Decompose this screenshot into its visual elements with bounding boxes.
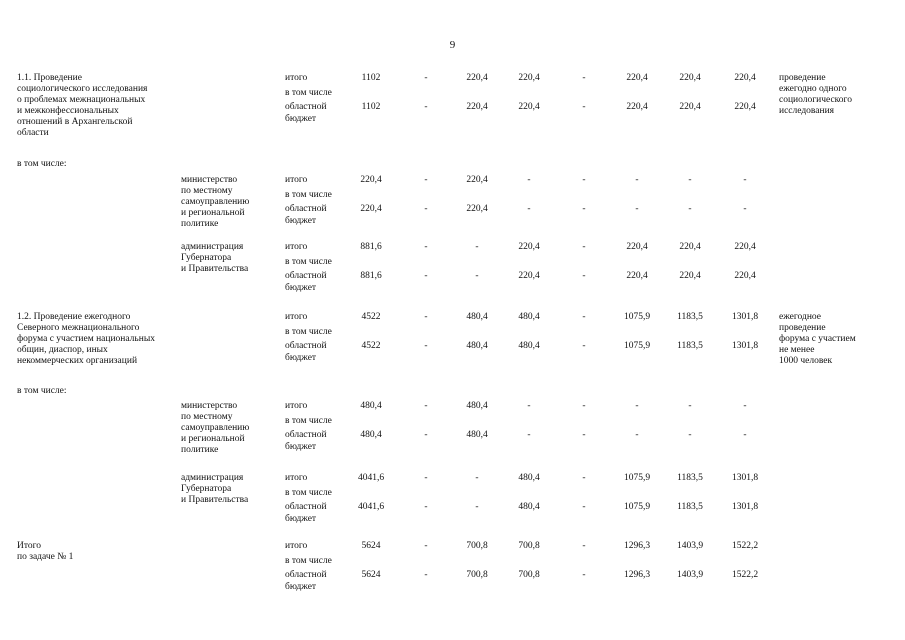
row-result-line: проведение (779, 73, 826, 83)
value-itogo: 220,4 (734, 73, 756, 83)
row-executor-line: и региональной (181, 434, 245, 444)
row-executor-line: самоуправлению (181, 423, 250, 433)
source-label-v-tom-chisle: в том числе (285, 416, 332, 426)
value-oblast: 220,4 (626, 102, 648, 112)
source-label-byudzhet: бюджет (285, 514, 317, 524)
section-note: в том числе: (17, 159, 67, 169)
source-label-itogo: итого (285, 175, 308, 185)
value-oblast: - (635, 204, 639, 214)
value-oblast: 220,4 (679, 271, 701, 281)
row-title-line: 1.1. Проведение (17, 73, 82, 83)
row-executor-line: и Правительства (181, 264, 249, 274)
row-title-line: Итого (17, 541, 42, 551)
row-executor-line: Губернатора (181, 253, 232, 263)
row-title (17, 541, 187, 563)
value-itogo: - (424, 541, 428, 551)
source-label-itogo: итого (285, 73, 308, 83)
value-oblast: - (582, 102, 586, 112)
value-oblast: 220,4 (734, 102, 756, 112)
source-label-itogo: итого (285, 541, 308, 551)
value-oblast: - (582, 430, 586, 440)
value-itogo: - (527, 401, 531, 411)
value-itogo: 480,4 (518, 312, 540, 322)
row-title-line: общин, диаспор, иных (17, 345, 108, 355)
value-oblast: 220,4 (466, 204, 488, 214)
source-label-oblastnoy: областной (285, 204, 327, 214)
value-oblast: 220,4 (518, 271, 540, 281)
value-itogo: 700,8 (466, 541, 488, 551)
value-itogo: 220,4 (734, 242, 756, 252)
value-itogo: - (424, 175, 428, 185)
value-oblast: 1522,2 (731, 570, 759, 580)
source-label-itogo: итого (285, 473, 308, 483)
source-label-oblastnoy: областной (285, 570, 327, 580)
value-oblast: 1301,8 (731, 341, 759, 351)
value-oblast: 220,4 (679, 102, 701, 112)
source-label-oblastnoy: областной (285, 430, 327, 440)
value-itogo: 1183,5 (677, 473, 703, 483)
row-executor-line: по местному (181, 412, 233, 422)
source-label-v-tom-chisle: в том числе (285, 88, 332, 98)
row-title-line: области (17, 128, 49, 138)
value-itogo: - (582, 312, 586, 322)
value-oblast: - (582, 204, 586, 214)
row-executor-line: министерство (181, 175, 238, 185)
row-executor-line: министерство (181, 401, 238, 411)
value-itogo: - (475, 242, 479, 252)
value-itogo: 220,4 (466, 175, 488, 185)
value-itogo: 1301,8 (731, 473, 759, 483)
value-itogo: - (424, 242, 428, 252)
row-result-line: ежегодно одного (779, 84, 847, 94)
value-itogo: - (635, 401, 639, 411)
value-itogo: 4522 (361, 312, 381, 322)
value-oblast: 220,4 (518, 102, 540, 112)
source-label-byudzhet: бюджет (285, 353, 317, 363)
value-itogo: - (582, 175, 586, 185)
row-executor (181, 175, 281, 230)
value-itogo: 1296,3 (623, 541, 651, 551)
row-executor-line: и Правительства (181, 495, 249, 505)
value-oblast: - (527, 204, 531, 214)
value-itogo: - (424, 401, 428, 411)
value-oblast: - (582, 570, 586, 580)
value-oblast: 700,8 (466, 570, 488, 580)
value-oblast: - (582, 271, 586, 281)
value-itogo: - (582, 401, 586, 411)
value-oblast: - (424, 271, 428, 281)
value-oblast: 1183,5 (677, 502, 703, 512)
row-title-line: и межконфессиональных (17, 106, 119, 116)
row-result-line: проведение (779, 323, 826, 333)
value-oblast: - (424, 570, 428, 580)
row-executor (181, 401, 281, 456)
value-oblast: - (743, 204, 747, 214)
row-title-line: некоммерческих организаций (17, 356, 138, 366)
value-itogo: - (743, 401, 747, 411)
value-itogo: 700,8 (518, 541, 540, 551)
source-label-itogo: итого (285, 312, 308, 322)
row-title (17, 312, 187, 367)
value-oblast: 1183,5 (677, 341, 703, 351)
value-itogo: 220,4 (679, 242, 701, 252)
value-itogo: 220,4 (626, 73, 648, 83)
value-oblast: 220,4 (466, 102, 488, 112)
value-itogo: 220,4 (360, 175, 382, 185)
value-itogo: - (582, 73, 586, 83)
value-itogo: - (527, 175, 531, 185)
value-itogo: - (582, 541, 586, 551)
value-itogo: 5624 (361, 541, 381, 551)
value-oblast: 1102 (361, 102, 381, 112)
row-executor-line: администрация (181, 242, 244, 252)
value-oblast: - (527, 430, 531, 440)
row-result-line: форума с участием (779, 334, 856, 344)
value-itogo: - (582, 242, 586, 252)
value-oblast: 1075,9 (623, 341, 651, 351)
value-oblast: 220,4 (626, 271, 648, 281)
row-executor-line: самоуправлению (181, 197, 250, 207)
value-itogo: 1102 (361, 73, 381, 83)
row-result-line: 1000 человек (779, 356, 833, 366)
row-result (779, 312, 889, 367)
value-oblast: 700,8 (518, 570, 540, 580)
value-itogo: 220,4 (518, 73, 540, 83)
value-itogo: 1075,9 (623, 312, 651, 322)
row-executor-line: администрация (181, 473, 244, 483)
value-oblast: 1296,3 (623, 570, 651, 580)
value-itogo: 220,4 (518, 242, 540, 252)
source-label-byudzhet: бюджет (285, 114, 317, 124)
value-itogo: 480,4 (360, 401, 382, 411)
value-oblast: 220,4 (734, 271, 756, 281)
row-executor-line: политике (181, 219, 219, 229)
value-itogo: 4041,6 (357, 473, 385, 483)
source-label-byudzhet: бюджет (285, 283, 317, 293)
row-title-line: отношений в Архангельской (17, 117, 133, 127)
value-oblast: - (582, 502, 586, 512)
value-oblast: 220,4 (360, 204, 382, 214)
value-oblast: - (475, 271, 479, 281)
value-itogo: 220,4 (626, 242, 648, 252)
value-itogo: 1075,9 (623, 473, 651, 483)
value-itogo: 480,4 (518, 473, 540, 483)
value-oblast: - (582, 341, 586, 351)
value-itogo: - (424, 312, 428, 322)
source-label-v-tom-chisle: в том числе (285, 488, 332, 498)
value-oblast: - (424, 430, 428, 440)
value-oblast: - (743, 430, 747, 440)
value-oblast: - (424, 102, 428, 112)
source-label-v-tom-chisle: в том числе (285, 257, 332, 267)
value-oblast: 480,4 (360, 430, 382, 440)
row-result-line: исследования (779, 106, 835, 116)
value-itogo: 480,4 (466, 312, 488, 322)
row-result-line: социологического (779, 95, 852, 105)
value-oblast: - (424, 341, 428, 351)
value-oblast: 1075,9 (623, 502, 651, 512)
value-itogo: - (424, 473, 428, 483)
value-oblast: 1403,9 (676, 570, 704, 580)
row-result-line: ежегодное (779, 312, 822, 322)
row-title-line: по задаче № 1 (17, 552, 74, 562)
source-label-byudzhet: бюджет (285, 442, 317, 452)
row-result-line: не менее (779, 345, 815, 355)
value-itogo: 881,6 (360, 242, 382, 252)
value-oblast: - (424, 502, 428, 512)
row-executor-line: и региональной (181, 208, 245, 218)
value-itogo: 1522,2 (731, 541, 759, 551)
row-title-line: форума с участием национальных (17, 334, 155, 344)
value-oblast: 480,4 (466, 430, 488, 440)
row-title-line: Северного межнационального (17, 323, 140, 333)
value-oblast: - (688, 430, 692, 440)
value-itogo: 220,4 (466, 73, 488, 83)
value-itogo: 1301,8 (731, 312, 759, 322)
section-note: в том числе: (17, 386, 67, 396)
page-number: 9 (449, 39, 456, 51)
value-itogo: - (688, 175, 692, 185)
value-itogo: - (743, 175, 747, 185)
value-itogo: 220,4 (679, 73, 701, 83)
value-itogo: - (582, 473, 586, 483)
source-label-v-tom-chisle: в том числе (285, 327, 332, 337)
value-itogo: 1403,9 (676, 541, 704, 551)
source-label-oblastnoy: областной (285, 102, 327, 112)
value-oblast: 881,6 (360, 271, 382, 281)
source-label-oblastnoy: областной (285, 502, 327, 512)
value-oblast: - (424, 204, 428, 214)
source-label-oblastnoy: областной (285, 271, 327, 281)
row-executor (181, 242, 281, 275)
row-title-line: о проблемах межнациональных (17, 95, 146, 105)
value-oblast: 480,4 (518, 341, 540, 351)
value-itogo: - (688, 401, 692, 411)
value-oblast: 480,4 (518, 502, 540, 512)
row-executor-line: политике (181, 445, 219, 455)
row-result (779, 73, 889, 117)
value-itogo: 480,4 (466, 401, 488, 411)
row-executor-line: Губернатора (181, 484, 232, 494)
row-executor (181, 473, 281, 506)
source-label-oblastnoy: областной (285, 341, 327, 351)
source-label-byudzhet: бюджет (285, 582, 317, 592)
row-title-line: 1.2. Проведение ежегодного (17, 312, 131, 322)
value-oblast: 5624 (361, 570, 381, 580)
row-title (17, 73, 187, 139)
source-label-v-tom-chisle: в том числе (285, 556, 332, 566)
source-label-byudzhet: бюджет (285, 216, 317, 226)
row-executor-line: по местному (181, 186, 233, 196)
value-oblast: 480,4 (466, 341, 488, 351)
value-itogo: - (475, 473, 479, 483)
value-oblast: 4522 (361, 341, 381, 351)
value-itogo: - (424, 73, 428, 83)
source-label-v-tom-chisle: в том числе (285, 190, 332, 200)
value-oblast: 4041,6 (357, 502, 385, 512)
value-oblast: - (475, 502, 479, 512)
source-label-itogo: итого (285, 242, 308, 252)
value-oblast: - (688, 204, 692, 214)
value-itogo: 1183,5 (677, 312, 703, 322)
source-label-itogo: итого (285, 401, 308, 411)
value-oblast: 1301,8 (731, 502, 759, 512)
row-title-line: социологического исследования (17, 84, 148, 94)
value-itogo: - (635, 175, 639, 185)
value-oblast: - (635, 430, 639, 440)
